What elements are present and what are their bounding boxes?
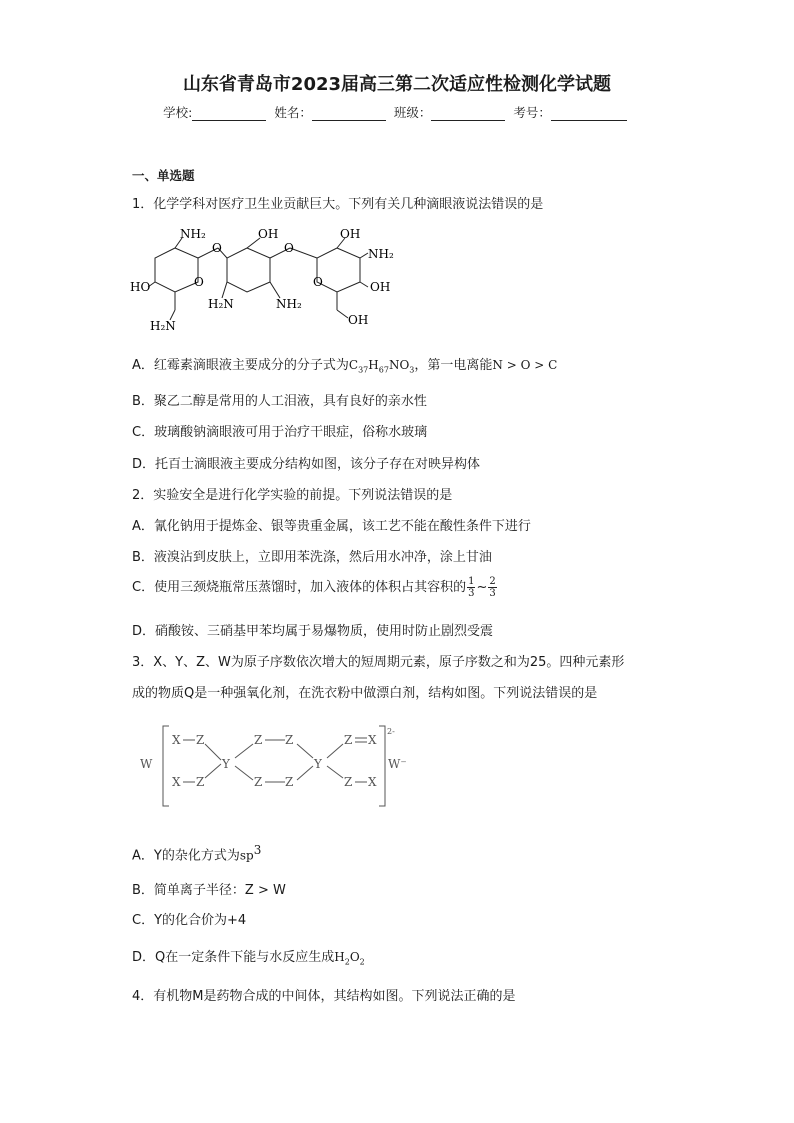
frac2-den: 3	[489, 588, 496, 599]
q2-option-b[interactable]: B．液溴沾到皮肤上，立即用苯洗涤，然后用水冲净，涂上甘油	[132, 550, 492, 565]
left-bracket	[163, 726, 169, 806]
q1-stem: 1．化学学科对医疗卫生业贡献巨大。下列有关几种滴眼液说法错误的是	[132, 197, 544, 212]
q3-a-sp-sup: 3	[253, 843, 262, 857]
q2-option-c[interactable]	[132, 576, 498, 599]
tilde: ~	[476, 580, 488, 595]
q3-a-sp: sp	[239, 848, 254, 863]
q3-option-b[interactable]: B．简单离子半径：Z > W	[132, 883, 286, 898]
h2n-mid-label: H₂N	[208, 297, 234, 311]
y2-label: Y	[314, 757, 322, 771]
z7-label: Z	[344, 733, 353, 747]
o-bridge-2: O	[284, 241, 294, 255]
q2-stem: 2．实验安全是进行化学实验的前提。下列说法错误的是	[132, 488, 453, 503]
q1-option-b[interactable]: B．聚乙二醇是常用的人工泪液，具有良好的亲水性	[132, 394, 427, 409]
formula-h2-sub: 2	[344, 957, 350, 967]
q1-option-d[interactable]: D．托百士滴眼液主要成分结构如图，该分子存在对映异构体	[132, 457, 481, 472]
formula-o2: O	[349, 950, 360, 964]
formula-h2: H	[334, 950, 345, 964]
z4-label: Z	[285, 733, 294, 747]
y1-label: Y	[222, 757, 230, 771]
fraction-one-third	[467, 576, 475, 599]
formula-no-sub: 3	[409, 365, 415, 375]
w-right-label: W⁻	[388, 757, 407, 771]
formula-h: H	[368, 358, 379, 372]
q-ion-structure	[135, 722, 415, 812]
formula-no: NO	[388, 358, 410, 372]
frac1-num: 1	[468, 576, 475, 587]
nh2-top-label: NH₂	[180, 227, 206, 241]
q1-a-post: ，第一电离能	[414, 358, 493, 373]
formula-h-sub: 67	[378, 365, 389, 375]
name-blank[interactable]	[312, 106, 386, 121]
section-heading: 一、单选题	[132, 168, 195, 183]
charge-label: 2-	[387, 727, 395, 736]
z2-label: Z	[196, 775, 205, 789]
q3-option-a[interactable]	[132, 843, 261, 863]
z5-label: Z	[254, 775, 263, 789]
x3-label: X	[368, 733, 377, 747]
number-blank[interactable]	[551, 106, 627, 121]
x1-label: X	[172, 733, 181, 747]
class-label: 班级：	[393, 105, 432, 120]
q3-stem-line2: 成的物质Q是一种强氧化剂，在洗衣粉中做漂白剂，结构如图。下列说法错误的是	[132, 686, 598, 701]
right-bracket	[379, 726, 385, 806]
q2-c-text: C．使用三颈烧瓶常压蒸馏时，加入液体的体积占其容积的	[132, 580, 467, 595]
q1-option-a[interactable]	[132, 354, 557, 374]
number-label: 考号：	[513, 105, 551, 120]
z1-label: Z	[196, 733, 205, 747]
oh-top-label: OH	[258, 227, 279, 241]
ring3-bonds	[317, 248, 360, 292]
name-label: 姓名：	[274, 105, 312, 120]
formula-c-sub: 37	[358, 365, 369, 375]
ring2-bonds	[227, 248, 270, 292]
q3-option-c[interactable]: C．Y的化合价为+4	[132, 913, 247, 928]
ring1-bonds	[155, 248, 198, 292]
z3-label: Z	[254, 733, 263, 747]
oh-bottom-label: OH	[348, 313, 369, 327]
q3-option-d[interactable]	[132, 946, 365, 966]
class-blank[interactable]	[431, 106, 505, 121]
q1-a-ionization: N > O > C	[492, 358, 558, 372]
q3-d-formula	[334, 950, 365, 967]
q3-d-text: D．Q在一定条件下能与水反应生成	[132, 950, 335, 965]
tobramycin-structure	[130, 220, 420, 335]
q2-option-d[interactable]: D．硝酸铵、三硝基甲苯均属于易爆物质，使用时防止剧烈受震	[132, 624, 494, 639]
q3-a-text: A．Y的杂化方式为	[132, 848, 240, 864]
oh-top2-label: OH	[340, 227, 361, 241]
q1-a-text: A．红霉素滴眼液主要成分的分子式为	[132, 358, 349, 373]
ho-left-label: HO	[130, 280, 151, 294]
student-info-row	[0, 103, 794, 121]
oh-right-label: OH	[370, 280, 391, 294]
frac2-num: 2	[489, 576, 496, 587]
school-label: 学校:	[163, 105, 193, 120]
o-ring3-label: O	[313, 275, 323, 289]
h2n-bottom-label: H₂N	[150, 319, 176, 333]
q2-option-a[interactable]: A．氰化钠用于提炼金、银等贵重金属，该工艺不能在酸性条件下进行	[132, 519, 531, 534]
x2-label: X	[172, 775, 181, 789]
formula-c: C	[348, 358, 359, 372]
w-left-label: W	[140, 757, 153, 771]
q1-a-formula	[348, 358, 415, 375]
o-ring1-label: O	[194, 275, 204, 289]
frac1-den: 3	[468, 588, 475, 599]
page-title: 山东省青岛市2023届高三第二次适应性检测化学试题	[182, 74, 612, 95]
nh2-mid-label: NH₂	[276, 297, 302, 311]
o-bridge-1: O	[212, 241, 222, 255]
formula-o2-sub: 2	[359, 957, 365, 967]
z8-label: Z	[344, 775, 353, 789]
q4-stem: 4．有机物M是药物合成的中间体，其结构如图。下列说法正确的是	[132, 989, 516, 1004]
q3-stem-line1: 3．X、Y、Z、W为原子序数依次增大的短周期元素，原子序数之和为25。四种元素形	[132, 655, 625, 670]
school-blank[interactable]	[192, 106, 266, 121]
x4-label: X	[368, 775, 377, 789]
nh2-right-label: NH₂	[368, 247, 394, 261]
fraction-two-thirds	[488, 576, 496, 599]
z6-label: Z	[285, 775, 294, 789]
q1-option-c[interactable]: C．玻璃酸钠滴眼液可用于治疗干眼症，俗称水玻璃	[132, 425, 428, 440]
